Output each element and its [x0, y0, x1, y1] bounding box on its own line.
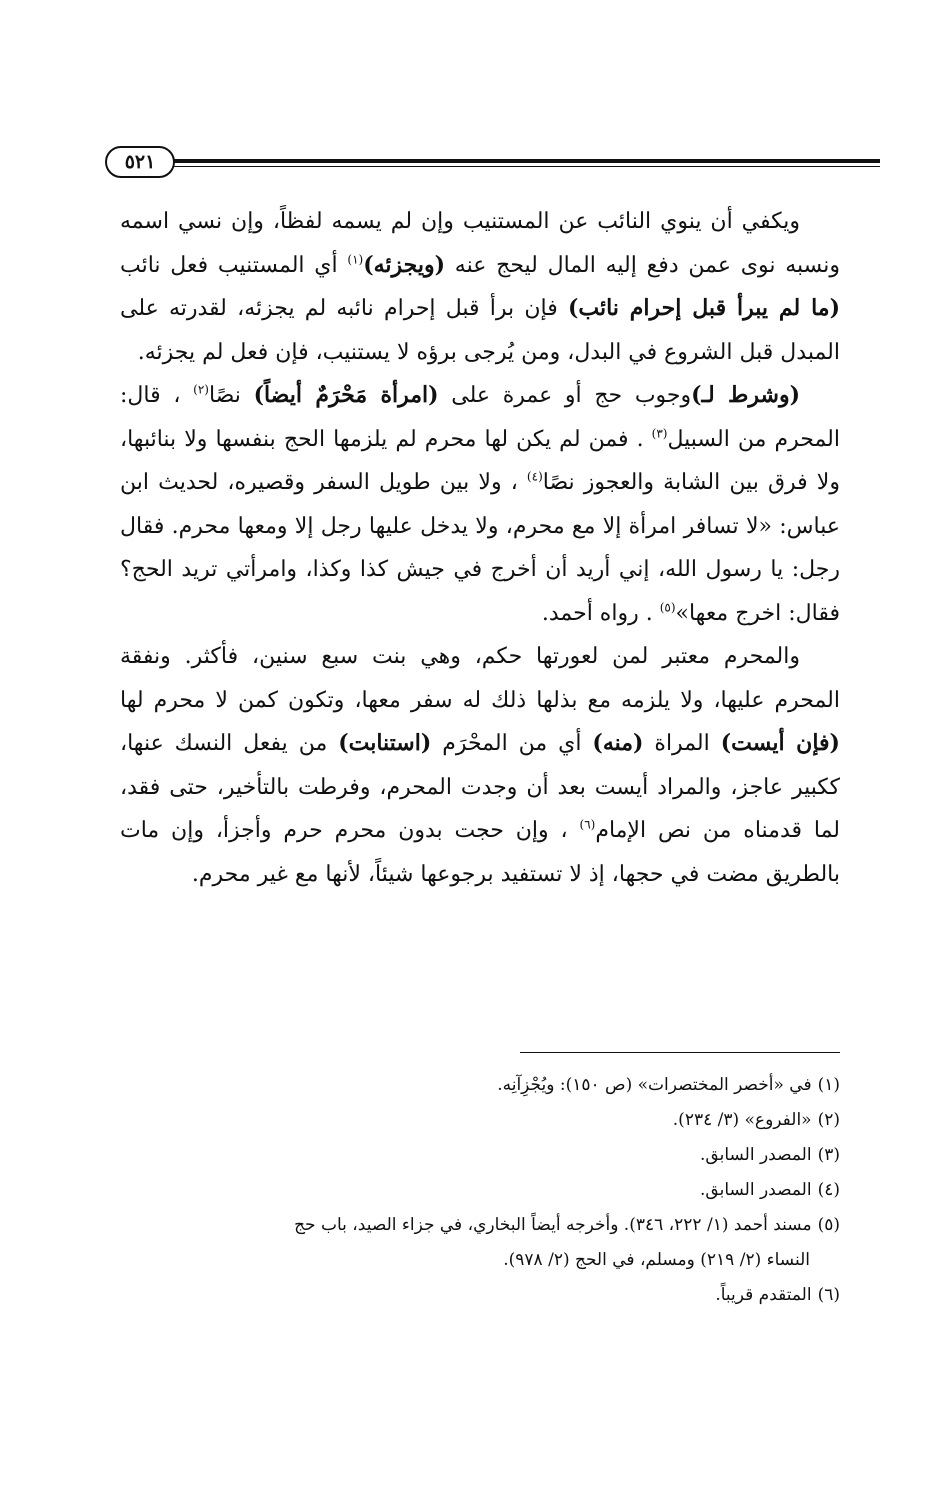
- bold-term: (ما لم يبرأ قبل إحرام نائب): [567, 295, 840, 321]
- footnote-number: (٦): [817, 1285, 840, 1305]
- footnote-number: (٤): [817, 1180, 840, 1200]
- footnote-ref-3[interactable]: (٣): [651, 426, 668, 441]
- footnote-1: [120, 1068, 840, 1103]
- paragraph-2: (وشرط لـ)وجوب حج أو عمرة على (امرأة مَحْرَمٌ أيضاً) نصًا$^{(٢)}$ ، قال: المحرم من السبيل$^{(٣)}$ . فمن لم يكن لها محرم لم يلزمها الحج بنفسها ولا بنائبها، ولا فرق بين الشابة والعجوز نصًا$^{(٤)}$ ، ولا بين طويل السفر وقصيره، لحديث ابن عباس: «لا تسافر امرأة إلا مع محرم، ولا يدخل عليها رجل إلا ومعها محرم. فقال رجل: يا رسول الله، إني أريد أن أخرج في جيش كذا وكذا، وامرأتي تريد الحج؟ فقال: اخرج معها»$^{(٥)}$ . رواه أحمد.: [120, 382, 840, 626]
- footnote-text: المصدر السابق.: [700, 1145, 812, 1165]
- footnote-6: [120, 1278, 840, 1313]
- main-text: [120, 200, 840, 896]
- paragraph-3: والمحرم معتبر لمن لعورتها حكم، وهي بنت سبع سنين، فأكثر. ونفقة المحرم عليها، ولا يلزمه مع بذلها ذلك له سفر معها، وتكون كمن لا محرم لها (فإن أيست) المراة (منه) أي من المحْرَم (استنابت) من يفعل النسك عنها، ككبير عاجز، والمراد أيست بعد أن وجدت المحرم، وفرطت بالتأخير، حتى فقد، لما قدمناه من نص الإمام$^{(٦)}$ ، وإن حجت بدون محرم حرم وأجزأ، وإن مات بالطريق مضت في حجها، إذ لا تستفيد برجوعها شيئاً، لأنها مع غير محرم.: [120, 644, 840, 887]
- footnote-number: (٥): [817, 1215, 840, 1235]
- footnote-text: مسند أحمد (١/ ٢٢٢، ٣٤٦). وأخرجه أيضاً البخاري، في جزاء الصيد، باب حج: [294, 1215, 812, 1235]
- bold-term: (فإن أيست): [720, 730, 840, 756]
- footnote-5: [120, 1208, 840, 1278]
- footnote-ref-6[interactable]: (٦): [579, 817, 596, 832]
- bold-term: (منه): [592, 730, 644, 756]
- footnote-number: (١): [817, 1075, 840, 1095]
- footnote-2: [120, 1103, 840, 1138]
- page-header: [105, 140, 880, 180]
- bold-term: (وشرط لـ): [691, 382, 801, 408]
- footnote-number: (٣): [817, 1145, 840, 1165]
- footnote-number: (٢): [817, 1110, 840, 1130]
- footnote-text: المتقدم قريباً.: [715, 1285, 812, 1305]
- footnote-text: المصدر السابق.: [700, 1180, 812, 1200]
- bold-term: (ويجزئه): [363, 251, 446, 278]
- footnote-text: في «أخصر المختصرات» (ص ١٥٠): ويُجْزِآنِه.: [497, 1075, 812, 1095]
- footnote-ref-2[interactable]: (٢): [193, 382, 209, 397]
- bold-term: (امرأة مَحْرَمٌ أيضاً): [253, 382, 439, 408]
- paragraph-1: ويكفي أن ينوي النائب عن المستنيب وإن لم يسمه لفظاً، وإن نسي اسمه ونسبه نوى عمن دفع إليه المال ليحج عنه (ويجزئه)$^{(١)}$ أي المستنيب فعل نائب (ما لم يبرأ قبل إحرام نائب) فإن برأ قبل إحرام نائبه لم يجزئه، لقدرته على المبدل قبل الشروع في البدل، ومن يُرجى برؤه لا يستنيب، فإن فعل لم يجزئه.: [120, 209, 841, 365]
- footnote-3: [120, 1138, 840, 1173]
- footnote-ref-4[interactable]: (٤): [526, 469, 543, 484]
- footnote-separator: [520, 1052, 840, 1053]
- footnote-4: [120, 1173, 840, 1208]
- bold-term: (استنابت): [338, 730, 432, 756]
- footnote-continuation: النساء (٢/ ٢١٩) ومسلم، في الحج (٢/ ٩٧٨).: [503, 1250, 810, 1270]
- page-number: ٥٢١: [105, 146, 175, 178]
- footnote-ref-1[interactable]: (١): [347, 252, 364, 267]
- header-rule-thick: [173, 159, 880, 163]
- footnote-text: «الفروع» (٣/ ٢٣٤).: [672, 1110, 812, 1130]
- footnotes: [120, 1068, 840, 1313]
- header-rule-thin: [173, 166, 880, 167]
- footnote-ref-5[interactable]: (٥): [659, 600, 676, 615]
